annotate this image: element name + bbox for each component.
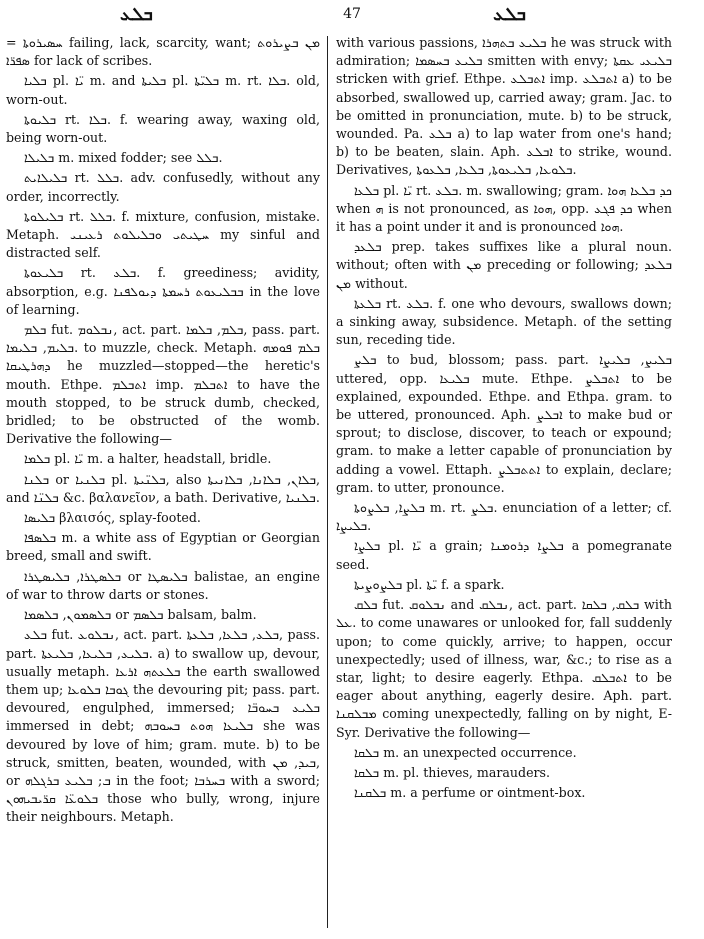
dictionary-entry: ܒܠܝܥܘܬܐ rt. ܒܠܥ. f. greediness; avidity, absorption, e.g. ܒܒܠܝܥܘܬ ܪܚܡܬܐ ܕܝܘܠܦܢܐ in the love of learning. <box>6 265 320 317</box>
dictionary-entry: with various passions, ܒܠܝܥ ܒܬܗܪܐ he was struck with admiration; ܒܠܝܥ ܒܚܣܡܐ smitten with envy; ܒܠܝܥܝ ܥܩܬܐ stricken with grief. Ethpe. ܐܬܒܠܥ imp. ܐܬܒܠܥ a) to be absorbed, swallowed up, carried away; gram. Jac. to be omitted in pronunciation, mute. b) to be struck, wounded. Pa. ܒܠܥ a) to lap water from one's hand; b) to be beaten, slain. Aph. ܐܒܠܥ to strike, wound. Derivatives, ܒܠܘܥܐ, ܒܠܝܥܘܬܐ, ܒܠܥܐ, ܒܠܥܘܬܐ. <box>336 35 672 178</box>
dictionary-entry: = ܚܣܝܪܘܬܐ failing, lack, scarcity, want; ܡܢ ܒܨܝܪܘܬ ܣܦܪ̈ܐ for lack of scribes. <box>6 35 320 69</box>
dictionary-entry: ܒܠܥ fut. ܢܒܠܘܥ, act. part. ܒܠܥ, ܒܠܥܐ, ܒܠܥܬܐ, pass. part. ܒܠܝܥ, ܒܠܝܥܐ, ܒܠܝܥܬܐ. a) to swallow up, devour, usually metaph. ܒܠܥܬܗ ܐܪܥܐ the earth swallowed them up; ܓܘܒܐ ܒܠܘܥܐ the devouring pit; pass. part. devoured, engulphed, immersed; ܒܠܝܥ ܒܚܘܒ̈ܐ immersed in debt; ܒܠܝܥܐ ܗܘܬ ܒܚܘܒܗ she was devoured by love of him; gram. mute. b) to be struck, smitten, beaten, wounded, with ܒܝܕ, ܡܢ, or ܒ; ܒܠܝܥ ܒܪܓܠܗ in the foot; ܒܚܪܒܐ with a sword; ܒܠܘܥ̈ܐ ܩܪ̈ܝܒܝܗܘܢ those who bully, wrong, injure their neighbours. Metaph. <box>6 627 320 825</box>
dictionary-entry: ܒܠܡܐ pl. ܝ̈ܐ m. a halter, headstall, bridle. <box>24 451 272 467</box>
dictionary-entry: ܒܠܨܘܨܝܬܐ pl. ܝ̈ܬܐ f. a spark. <box>354 576 505 592</box>
dictionary-entry: ܒܠܨܐ pl. ܝ̈ܐ a grain; ܒܠܨܐ ܕܪܘܡܢܐ a pomegranate seed. <box>336 538 672 572</box>
column-divider <box>327 36 328 928</box>
dictionary-entry: ܒܠܝܘܬܐ rt. ܒܠܐ. f. wearing away, waxing old, being worn-out. <box>6 111 320 146</box>
dictionary-entry: ܒܠܝܠܘܬܐ rt. ܒܠܠ. f. mixture, confusion, mistake. Metaph. ܚܛܝܬܝ ܘܒܠܝܠܘܬ ܪܥܝܢܝ my sinful and distracted self. <box>6 208 320 261</box>
dictionary-entry: ܒܠܥܐ pl. ܝ̈ܐ rt. ܒܠܥ. m. swallowing; gram. ܟܕ ܒܠܥܐ ܗܘܐ when ܗ is not pronounced, as ܗܘܐ, opp. ܟܕ ܦܓܥ when it has a point under it and is pronounced ܗܘܐ. <box>336 182 672 235</box>
header-left-catchword: ܒܠܥ <box>120 4 153 25</box>
left-column <box>6 34 320 934</box>
dictionary-entry: ܒܠܩ fut. ܢܒܠܘܩ and ܢܒܠܩ, act. part. ܒܠܩ, ܒܠܩܐ with ܥܠ. to come unawares or unlooked for, fall suddenly upon; to come quickly, arrive; to happen, occur unexpectedly; used of illness, war, &c.; to rise as a star, light; to desire eagerly. Ethpa. ܐܬܒܠܩ to be eager about anything, eagerly desire. Aph. part. ܡܒܠܩܢܐ coming unexpectedly, falling on by night, E-Syr. Derivative the following— <box>336 597 672 740</box>
dictionary-entry: ܒܠܝܣܐ βλαισός, splay-footed. <box>24 510 201 526</box>
dictionary-entry: ܒܠܥܕ prep. takes suffixes like a plural noun. without; often with ܡܢ preceding or following; ܒܠܥܕ ܡܢ without. <box>336 239 672 291</box>
dictionary-entry: ܒܠܣܡܘܢ, ܒܠܣܡܐ or ܒܠܣܡ balsam, balm. <box>24 607 257 623</box>
dictionary-entry: ܒܠܝܐ pl. ܝ̈ܐ m. and ܒܠܝܬܐ pl. ܒܠܝ̈ܬܐ m. rt. ܒܠܐ. old, worn-out. <box>6 73 320 107</box>
dictionary-entry: ܒܠܢܐ or ܒܠܢܝܐ pl. ܒܠܢ̈ܝܬܐ, also ܒܠܐܢ, ܒܠܐܢܐ, ܒܠܐܢܝܬܐ, and ܒܠܢ̈ܐ &c. βαλανεῖον, a bath. Derivative, ܒܠܢܝܐ. <box>6 471 320 505</box>
dictionary-entry: ܒܠܝܠܐ m. mixed fodder; see ܒܠܠ. <box>24 150 223 166</box>
page-number: 47 <box>343 6 361 22</box>
dictionary-entry: ܒܠܝܠܐܝܬ rt. ܒܠܠ. adv. confusedly, without any order, incorrectly. <box>6 170 320 204</box>
dictionary-entry: ܒܠܩܢܐ m. a perfume or ointment-box. <box>354 785 586 801</box>
dictionary-entry: ܒܠܩܐ m. an unexpected occurrence. <box>354 744 577 760</box>
dictionary-entry: ܒܠܡ fut. ܢܒܠܘܡ, act. part. ܒܠܡ, ܒܠܡܐ, pass. part. ܒܠܝܡ, ܒܠܝܡܐ. to muzzle, check. Metaph. ܒܠܡ ܦܘܡܗ ܕܗܪܛܝܩܐ he muzzled—stopped—the heretic's mouth. Ethpe. ܐܬܒܠܡ imp. ܐܬܒܠܡ to have the mouth stopped, to be struck dumb, checked, bridled; to be obstructed of the womb. Derivative the following— <box>6 322 320 447</box>
dictionary-entry: ܒܠܣܛܪܐ, ܒܠܝܣܛܪܐ or ܒܠܝܣܛܐ balistae, an engine of war to throw darts or stones. <box>6 568 320 602</box>
right-column <box>336 34 672 934</box>
dictionary-entry: ܒܠܣܦܐ m. a white ass of Egyptian or Georgian breed, small and swift. <box>6 530 320 564</box>
dictionary-entry: ܒܠܨܐ, ܒܠܨܘܬܐ m. rt. ܒܠܨ. enunciation of a letter; cf. ܒܠܝܨܐ. <box>336 500 672 534</box>
header-right-catchword: ܒܠܥ <box>493 4 526 25</box>
page-header <box>0 4 704 30</box>
dictionary-entry: ܒܠܨ to bud, blossom; pass. part. ܒܠܝܨ, ܒܠܝܨܐ uttered, opp. ܒܠܝܥܐ mute. Ethpe. ܐܬܒܠܨ to be explained, expounded. Ethpe. and Ethpa. gram. to be uttered, pronounced. Aph. ܐܒܠܨ to make bud or sprout; to disclose, discover, to teach or expound; gram. to make a letter capable of pronunciation by adding a vowel. Ettaph. ܐܬܬܒܠܨ to explain, declare; gram. to utter, pronounce. <box>336 352 672 495</box>
dictionary-entry: ܒܠܥܬܐ rt. ܒܠܥ. f. one who devours, swallows down; a sinking away, subsidence. Metaph. of the setting sun, receding tide. <box>336 295 672 348</box>
dictionary-entry: ܒܠܩܐ m. pl. thieves, marauders. <box>354 764 551 780</box>
